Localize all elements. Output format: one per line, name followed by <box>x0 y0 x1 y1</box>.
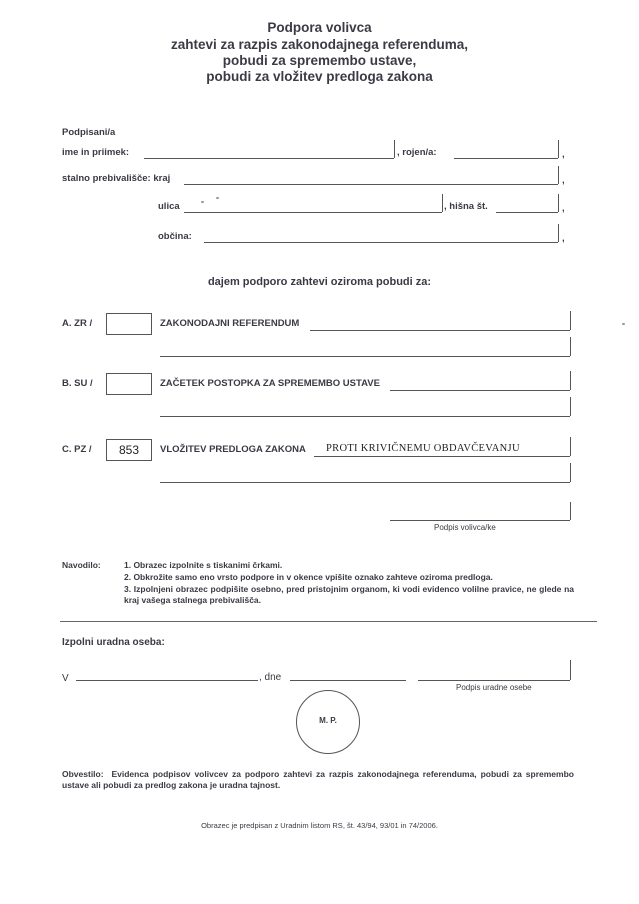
section-divider <box>60 621 597 622</box>
support-heading: dajem podporo zahtevi oziroma pobudi za: <box>207 276 432 288</box>
notice-label: Obvestilo: <box>62 769 104 779</box>
official-signature-label: Podpis uradne osebe <box>456 683 532 692</box>
form-subtitle-law-proposal: pobudi za vložitev predloga zakona <box>206 69 433 84</box>
option-a-box[interactable] <box>106 313 152 335</box>
instructions-label: Navodilo: <box>62 560 101 570</box>
comma-2: , <box>562 175 565 186</box>
street-input[interactable] <box>186 198 440 212</box>
option-a-code: A. ZR / <box>62 318 93 329</box>
form-title: Podpora volivca <box>267 20 372 35</box>
official-place-input[interactable] <box>78 667 256 680</box>
stamp-label: M. P. <box>319 716 337 725</box>
comma-4: , <box>562 233 565 244</box>
municipality-input[interactable] <box>206 228 556 242</box>
name-input[interactable] <box>146 144 392 158</box>
option-c-code-value[interactable]: 853 <box>118 443 140 457</box>
option-b-code: B. SU / <box>62 378 93 389</box>
option-c-code: C. PZ / <box>62 444 92 455</box>
born-input[interactable] <box>456 144 556 158</box>
notice-paragraph <box>62 769 574 791</box>
instruction-item: 1. Obrazec izpolnite s tiskanimi črkami. <box>124 560 283 570</box>
option-c-entry: PROTI KRIVIČNEMU OBDAVČEVANJU <box>326 443 520 454</box>
option-c-box[interactable] <box>106 439 152 461</box>
place-input[interactable] <box>186 170 556 184</box>
comma-3: , <box>562 203 565 214</box>
option-c-title: VLOŽITEV PREDLOGA ZAKONA <box>160 444 306 455</box>
instruction-item: 3. Izpolnjeni obrazec podpišite osebno, pred pristojnim organom, ki vodi evidenco volilne pravice, ne glede na kraj vašega stalnega prebivališča. <box>124 584 574 605</box>
street-label: ulica <box>158 201 180 212</box>
official-signature-line[interactable] <box>418 680 570 681</box>
instruction-item: 2. Obkrožite samo eno vrsto podpore in v okence vpišite oznako zahteve oziroma predloga. <box>124 572 493 582</box>
signed-label: Podpisani/a <box>62 127 116 138</box>
house-number-input[interactable] <box>498 198 556 212</box>
option-a-code-input[interactable] <box>107 316 151 332</box>
house-label: , hišna št. <box>444 201 488 212</box>
option-b-box[interactable] <box>106 373 152 395</box>
voter-signature-label: Podpis volivca/ke <box>434 523 496 532</box>
voter-signature-line[interactable] <box>390 520 570 521</box>
option-a-title: ZAKONODAJNI REFERENDUM <box>160 318 300 329</box>
official-date-input[interactable] <box>292 667 404 680</box>
option-b-code-input[interactable] <box>107 376 151 392</box>
form-subtitle-referendum: zahtevi za razpis zakonodajnega referenduma, <box>170 37 469 52</box>
option-b-title: ZAČETEK POSTOPKA ZA SPREMEMBO USTAVE <box>160 378 380 389</box>
official-heading: Izpolni uradna oseba: <box>62 637 165 648</box>
legal-footer: Obrazec je predpisan z Uradnim listom RS, št. 43/94, 93/01 in 74/2006. <box>201 821 438 830</box>
name-label: ime in priimek: <box>62 147 130 158</box>
official-stamp-circle <box>296 690 360 754</box>
notice-text: Evidenca podpisov volivcev za podporo zahtevi za razpis zakonodajnega referenduma, pobudi za spremembo ustave ali pobudi za predlog zakona je uradna tajnost. <box>62 769 574 790</box>
official-place-prefix: V <box>62 673 69 684</box>
municipality-label: občina: <box>158 231 192 242</box>
born-label: , rojen/a: <box>397 147 437 158</box>
official-date-label: , dne <box>259 672 282 683</box>
comma-1: , <box>562 149 565 160</box>
residence-label: stalno prebivališče: kraj <box>62 173 171 184</box>
form-subtitle-constitution: pobudi za spremembo ustave, <box>222 53 417 68</box>
